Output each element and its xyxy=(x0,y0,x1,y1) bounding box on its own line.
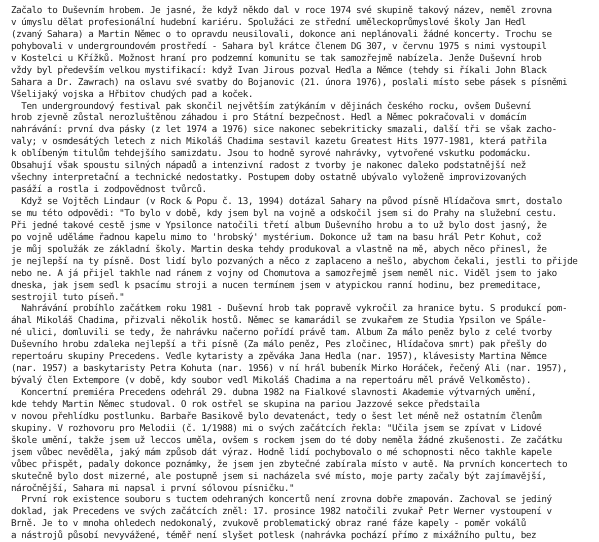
text-line: po vojně uděláme řadnou kapelu mimo to 'hrobský' mystérium. Dokonce už tam na basu hrál Petr Kohut, což xyxy=(11,231,542,243)
text-line: áhal Mikoláš Chadima, přizvali několik hostů. Němec se kamarádil se zvukařem ze Studia Ypsilon ve Spále- xyxy=(11,315,547,327)
text-line: vždy byl především velkou mystifikací: když Ivan Jirous pozval Hedla a Němce (tehdy si říkali John Black xyxy=(11,64,547,76)
text-line: nebo ne. A já přijel takhle nad ránem z vojny od Chomutova a samozřejmě jsem neměl nic. Viděl jsem to jako xyxy=(11,267,557,279)
text-line: bývalý člen Extempore (v době, kdy soubor vedl Mikoláš Chadima a na repertoáru měl právě Velkoměsto). xyxy=(11,375,532,387)
text-line: Začalo to Duševním hrobem. Je jasné, že když někdo dal v roce 1974 své skupině takový název, neměl zrovna xyxy=(11,5,552,16)
text-line: doklad, jak Precedens ve svých začátcích zněl: 17. prosince 1982 natočili zvukař Petr Werner vystoupení v xyxy=(11,506,552,518)
text-line: (nar. 1957) a baskytaristy Petra Kohuta (nar. 1956) v ní hrál bubeník Mirko Horáček, řečený Ali (nar. 1957), xyxy=(11,363,568,375)
text-line: vůbec přispět, padaly dokonce poznámky, že jsem jen zbytečné zabírala místo v autě. Na prvních koncertech to xyxy=(11,458,568,470)
text-line: k oblíbeným titulům tehdejšího samizdatu. Jsou to hodně syrové nahrávky, vytvořené vskutku podomácku. xyxy=(11,148,532,160)
text-line: v Kostelci u Křížků. Možnost hraní pro podzemní komunitu se tak samozřejmě nabízela. Jenže Duševní hrob xyxy=(11,52,542,64)
text-line: a nástrojů působí nevyvážené, téměř není slyšet potlesk (nahrávka pochází přímo z mixážního pultu, bez xyxy=(11,530,537,542)
document-page xyxy=(11,5,591,542)
text-line: nahrávání: první dva pásky (z let 1974 a 1976) sice nakonec sebekriticky smazali, další tři se však zacho- xyxy=(11,124,557,136)
text-line: pasáží a rostla i zodpovědnost tvůrců. xyxy=(11,184,207,196)
text-line: Nahrávání probíhlo začátkem roku 1981 - Duševní hrob tak popravě vykročil za hranice bytu. S produkcí pom- xyxy=(11,303,568,315)
text-line: skutečně bylo dost mizerné, ale postupně jsem si nacházela své místo, moje party začaly být zajímavější, xyxy=(11,470,547,482)
text-line: Ten undergroundový festival pak skončil největším zatýkáním v dějinách českého rocku, ovšem Duševní xyxy=(11,100,532,112)
text-line: Při jedné takové cestě jsme v Ypsilonce natočili třetí album Duševního hrobu a to už bylo dost jasný, že xyxy=(11,219,547,231)
text-line: valy; v osmdesátých letech z nich Mikoláš Chadima sestavil kazetu Greatest Hits 1977-1981, která patřila xyxy=(11,136,547,148)
text-line: se mu této odpovědi: "To bylo v době, kdy jsem byl na vojně a odskočil jsem si do Prahy na služební cestu. xyxy=(11,207,557,219)
text-line: Když se Vojtěch Lindaur (v Rock & Popu č. 13, 1994) dotázal Sahary na původ písně Hlídačova smrt, dostalo xyxy=(11,196,562,207)
text-line: v úmyslu dělat profesionální hudební kariéru. Spolužáci ze střední uměleckoprůmyslové školy Jan Hedl xyxy=(11,16,526,28)
text-line: jsem vůbec nevěděla, jaký mám způsob dát výraz. Hodně lidí pochybovalo o mé schopnosti něco takhle kapele xyxy=(11,446,552,458)
text-line: náročnější, Sahara mi napsal i první sólovou písničku." xyxy=(11,482,295,494)
text-line: Koncertní premiéra Precedens odehrál 29. dubna 1982 na Fialkové slavnosti Akademie výtvarných umění, xyxy=(11,387,537,398)
text-line: né ulici, domluvili se tedy, že nahrávku načerno pořídí právě tam. Album Za málo peněz bylo z celé tvorby xyxy=(11,327,552,339)
text-line: Duševního hrobu zdaleka nejlepší a tři písně (Za málo peněz, Pes zločinec, Hlídačova smrt) pak přešly do xyxy=(11,339,547,351)
text-line: dneska, jak jsem sedl k psacímu stroji a nucen termínem jsem v atypickou ranní hodinu, bez premeditace, xyxy=(11,279,542,291)
text-line: První rok existence souboru s tuctem odehraných koncertů není zrovna dobře zmapován. Zachoval se jediný xyxy=(11,494,552,506)
text-line: skupiny. V rozhovoru pro Melodii (č. 1/1988) mi o svých začátcích řekla: "Učila jsem se zpívat v Lidové xyxy=(11,422,542,434)
text-line: Sahara a Dr. Zawrach) na oslavu své svatby do Bojanovic (21. února 1976), poslali místo sebe pásek s písněmi xyxy=(11,76,568,88)
text-line: hrob zjevně zůstal nerozluštěnou záhadou i pro Státní bezpečnost. Hedl a Němec pokračovali v domácím xyxy=(11,112,526,124)
text-line: v novou přehlídku postlunku. Barbaře Basikově bylo devatenáct, tedy o šest let méně než ostatním členům xyxy=(11,410,542,422)
text-line: je můj spolužák ze základní školy. Martin deska tehdy produkoval a vlastně na mě, abych něco přinesl, že xyxy=(11,243,547,255)
text-line: repertoáru skupiny Precedens. Vedle kytaristy a zpěváka Jana Hedla (nar. 1957), klávesisty Martina Němce xyxy=(11,351,547,363)
text-line: kde tehdy Martin Němec studoval. O rok ostřel se skupina na pariou Jazzové sekce předstaila xyxy=(11,398,480,410)
text-line: Obsahují však spoustu silných nápadů a intenzivní radost z tvorby je nakonec daleko podstatnější než xyxy=(11,160,526,172)
text-line: Brně. Je to v mnoha ohledech nedokonalý, zvukově problematický obraz rané fáze kapely - poměr vokálů xyxy=(11,518,526,530)
text-line: Všelijaký vojska a Hřbitov chudých pad a koček. xyxy=(11,88,254,100)
text-line: pohybovali v undergroundovém prostředí - Sahara byl krátce členem DG 307, v červnu 1975 s nimi vystoupil xyxy=(11,40,547,52)
text-line: je nejlepší na ty písně. Dost lidí bylo pozvaných a něco z zaplaceno a nešlo, abychom čekali, jestli to přijde xyxy=(11,255,578,267)
text-line: všechny interpretační a technické nedostatky. Postupem doby ostatně ubývalo vyloženě improvizovaných xyxy=(11,172,526,184)
text-line: sestrojil tuto píseň." xyxy=(11,291,125,303)
text-line: (zvaný Sahara) a Martin Němec o to opravdu neusilovali, dokonce ani neplánovali žádné koncerty. Trochu se xyxy=(11,28,552,40)
text-line: škole umění, takže jsem už leccos uměla, ovšem s rockem jsem do té doby neměla žádné zkušenosti. Ze začátku xyxy=(11,434,562,446)
